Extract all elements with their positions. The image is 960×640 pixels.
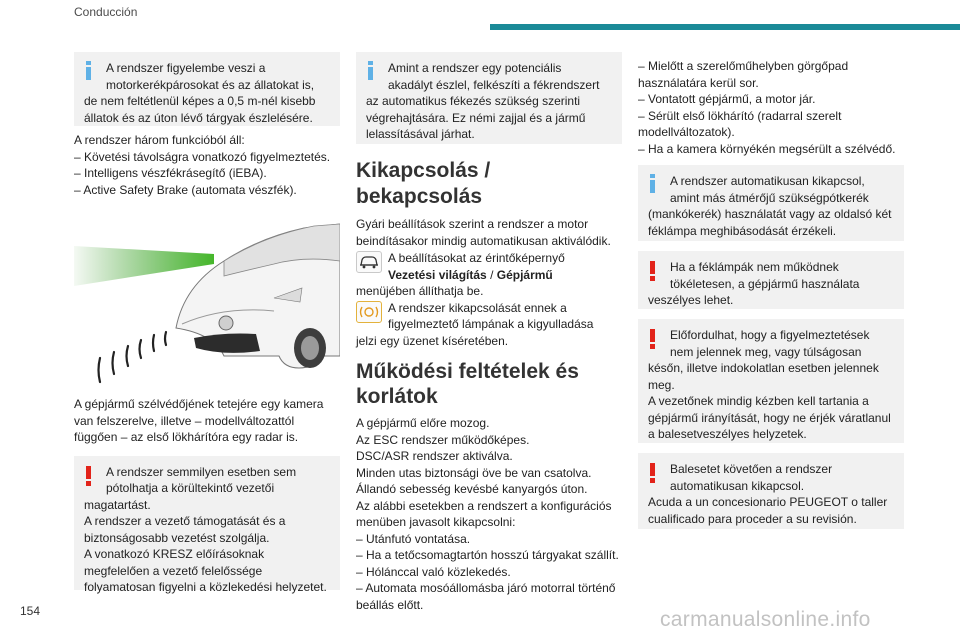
warning-text: pótolhatja a körültekintő vezetői bbox=[106, 481, 275, 495]
info-text: amint más átmérőjű szükségpótkerék bbox=[670, 190, 869, 205]
warning-text: A rendszer a vezető támogatását és a biztonságosabb vezetést szolgálja. bbox=[84, 514, 286, 545]
function-item: – Követési távolságra vonatkozó figyelmeztetés. bbox=[74, 149, 331, 164]
warning-box-alerts bbox=[638, 319, 904, 443]
warning-text: Előfordulhat, hogy a figyelmeztetések bbox=[670, 328, 870, 342]
condition-line: A gépjármű előre mozog. bbox=[356, 416, 490, 430]
warning-text: A vonatkozó KRESZ előírásoknak megfelelően a vezető felelőssége folyamatosan figyelni a közlekedési helyzetet. bbox=[84, 547, 327, 594]
warning-icon bbox=[86, 466, 91, 486]
section-heading-switch: Kikapcsolás / bekapcsolás bbox=[356, 159, 491, 208]
column-2 bbox=[356, 52, 622, 613]
warning-icon bbox=[650, 463, 655, 483]
warning-text: későn, illetve indokolatlan esetben jelennek meg. bbox=[648, 361, 879, 392]
exception-line: – Sérült első lökhárító (radarral szerelt modellváltozatok). bbox=[638, 108, 842, 139]
page-number: 154 bbox=[20, 604, 41, 618]
off-text: A rendszer kikapcsolását ennek a bbox=[388, 300, 567, 315]
functions-intro: A rendszer három funkcióból áll: bbox=[74, 133, 245, 147]
condition-line: Az alábbi esetekben a rendszert a konfigurációs menüben javasolt kikapcsolni: bbox=[356, 498, 612, 529]
info-box-animals bbox=[74, 52, 340, 126]
condition-line: – Ha a tetőcsomagtartón hosszú tárgyakat szállít. bbox=[356, 548, 619, 562]
conditions-list bbox=[356, 415, 622, 613]
warning-text: nem jelennek meg, vagy túlságosan bbox=[670, 344, 862, 359]
column-1 bbox=[74, 52, 340, 594]
settings-paragraph bbox=[356, 250, 622, 300]
header-accent-bar bbox=[490, 24, 960, 30]
function-item: – Active Safety Brake (automata vészfék). bbox=[74, 182, 297, 197]
header-title: Conducción bbox=[74, 5, 138, 19]
off-text: jelzi egy üzenet kíséretében. bbox=[356, 333, 509, 348]
info-text: (mankókerék) használatát vagy az oldalsó két féklámpa meghibásodását érzékeli. bbox=[648, 207, 892, 238]
warning-icon bbox=[650, 261, 655, 281]
condition-line: – Automata mosóállomásba járó motorral történő beállás előtt. bbox=[356, 581, 616, 612]
menu-name: Vezetési világítás bbox=[388, 267, 487, 282]
column-3 bbox=[638, 58, 904, 529]
info-text: A rendszer figyelembe veszi a bbox=[106, 61, 266, 75]
warning-icon bbox=[650, 329, 655, 349]
condition-line: DSC/ASR rendszer aktiválva. bbox=[356, 449, 513, 463]
info-icon bbox=[368, 61, 373, 80]
menu-name: Gépjármű bbox=[496, 267, 553, 282]
exception-line: – Mielőtt a szerelőműhelyben görgőpad használatára kerül sor. bbox=[638, 59, 849, 90]
condition-line: Minden utas biztonsági öve be van csatolva. bbox=[356, 465, 592, 480]
info-box-obstacle bbox=[356, 52, 622, 144]
warning-box-accident bbox=[638, 453, 904, 529]
info-text: motorkerékpárosokat és az állatokat is, bbox=[106, 77, 315, 92]
info-box-spare-wheel bbox=[638, 165, 904, 241]
info-text: az automatikus fékezés szükség szerinti végrehajtására. Ez némi zajjal és a jármű lelassításával járhat. bbox=[366, 94, 586, 141]
warning-text: automatikusan kikapcsol. bbox=[670, 478, 805, 493]
condition-line: – Hólánccal való közlekedés. bbox=[356, 564, 511, 579]
camera-radar-paragraph: A gépjármű szélvédőjének tetejére egy kamera van felszerelve, illetve – modellváltozattól függően – az első lökhárítóra egy radar is. bbox=[74, 397, 324, 444]
car-radar-illustration bbox=[74, 206, 340, 396]
watermark: carmanualsonline.info bbox=[660, 608, 871, 631]
function-item: – Intelligens vészfékrásegítő (iEBA). bbox=[74, 166, 267, 180]
info-text: de nem feltétlenül képes a 0,5 m-nél kisebb állatok és az úton lévő tárgyak észlelésére. bbox=[84, 94, 316, 125]
warning-text: Acuda a un concesionario PEUGEOT o taller cualificado para proceder a su revisión. bbox=[648, 495, 888, 526]
info-text: akadályt észlel, felkészíti a fékrendszert bbox=[388, 77, 600, 92]
warning-box-driver bbox=[74, 456, 340, 594]
condition-line: Állandó sebesség kevésbé kanyargós úton. bbox=[356, 482, 588, 496]
off-text: figyelmeztető lámpának a kigyulladása bbox=[388, 317, 594, 331]
warning-text: veszélyes lehet. bbox=[648, 293, 734, 307]
section-heading-conditions: Működési feltételek és korlátok bbox=[356, 360, 579, 408]
car-settings-icon bbox=[356, 251, 382, 273]
exception-line: – Vontatott gépjármű, a motor jár. bbox=[638, 92, 816, 106]
warning-text: A vezetőnek mindig kézben kell tartania a gépjármű irányítását, hogy ne érjék váratlanul a balesetveszélyes helyzetek. bbox=[648, 394, 891, 441]
warning-text: Ha a féklámpák nem működnek bbox=[670, 260, 839, 274]
info-icon bbox=[86, 61, 91, 80]
condition-line: Az ESC rendszer működőképes. bbox=[356, 432, 530, 447]
switch-paragraph: Gyári beállítások szerint a rendszer a motor beindításakor mindig automatikusan aktiválódik. bbox=[356, 217, 611, 248]
warning-text: Balesetet követően a rendszer bbox=[670, 462, 833, 476]
warning-text: magatartást. bbox=[84, 497, 151, 512]
exception-line: – Ha a kamera környékén megsérült a szélvédő. bbox=[638, 141, 896, 156]
menu-separator: / bbox=[486, 267, 497, 282]
warning-text: tökéletesen, a gépjármű használata bbox=[670, 276, 860, 291]
condition-line: – Utánfutó vontatása. bbox=[356, 531, 471, 546]
off-paragraph bbox=[356, 300, 622, 350]
info-text: Amint a rendszer egy potenciális bbox=[388, 61, 562, 75]
info-text: A rendszer automatikusan kikapcsol, bbox=[670, 174, 865, 188]
info-icon bbox=[650, 174, 655, 193]
warning-text: A rendszer semmilyen esetben sem bbox=[106, 464, 297, 479]
settings-text: A beállításokat az érintőképernyő bbox=[388, 251, 565, 265]
settings-text: menüjében állíthatja be. bbox=[356, 284, 484, 298]
warning-lamp-icon bbox=[356, 301, 382, 323]
warning-box-brake-lights bbox=[638, 251, 904, 309]
